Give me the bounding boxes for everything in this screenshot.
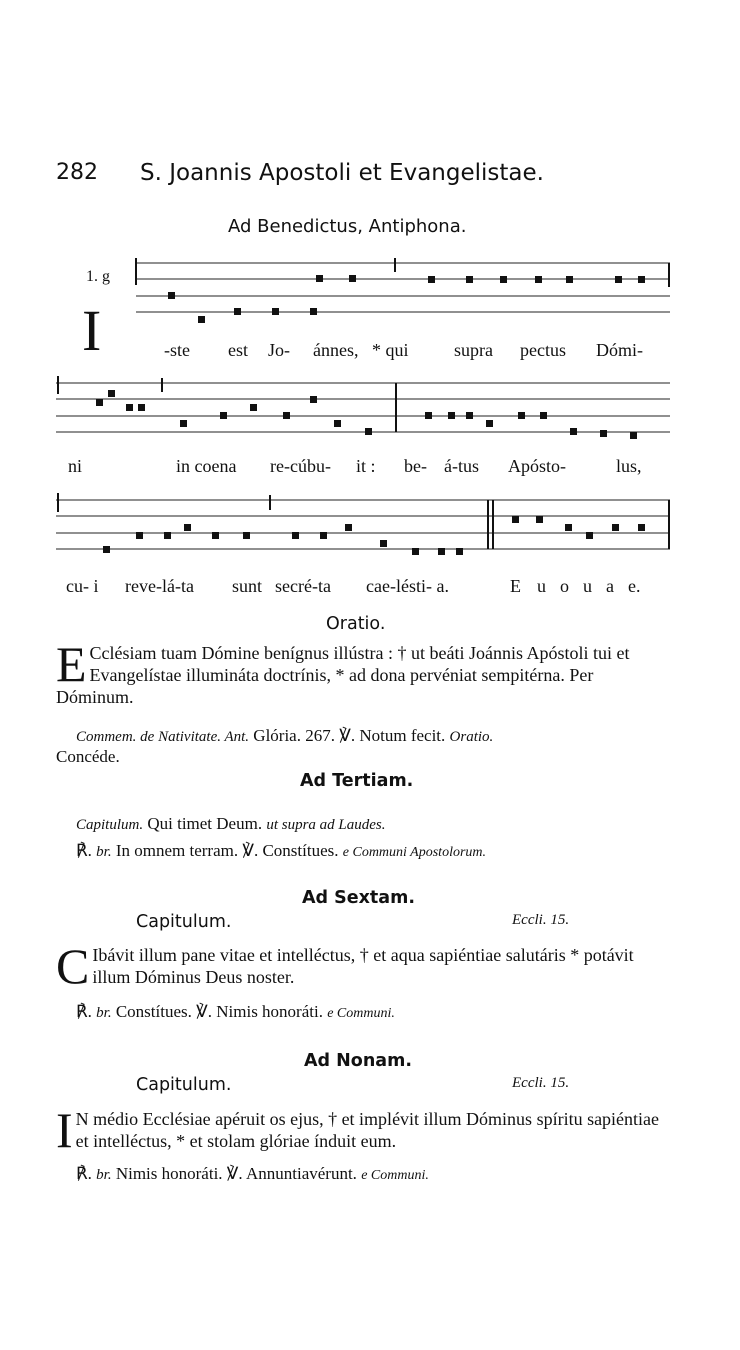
chant-staves [0, 0, 740, 600]
commem-line [76, 726, 493, 746]
lyric-syllable: á-tus [444, 456, 479, 476]
sexta-cap-ref: Eccli. 15. [512, 912, 570, 928]
lyric-syllable: e. [628, 576, 641, 596]
oratio-body: Cclésiam tuam Dómine benígnus illústra : † ut beáti Joánnis Apóstoli tui et Evangelístae illumináta doctrínis, * ad dona pervéniat sempitérna. Per Dóminum. [56, 643, 630, 707]
response-symbol: ℟. [76, 1002, 92, 1021]
commem-oratio-label: Oratio. [449, 729, 494, 745]
tertia-resp-text: In omnem terram. ℣. Constítues. [115, 841, 339, 860]
lyric-syllable: * qui [372, 340, 409, 360]
breve-label: br. [96, 844, 112, 860]
lyric-syllable: lus, [616, 456, 642, 476]
lyric-syllable: Dómi- [596, 340, 643, 360]
lyric-syllable: re-cúbu- [270, 456, 331, 476]
sexta-resp-text: Constítues. ℣. Nimis honoráti. [115, 1002, 323, 1021]
response-symbol: ℟. [76, 841, 92, 860]
tertia-capitulum [76, 814, 386, 834]
lyric-syllable: reve-lá-ta [125, 576, 194, 596]
oratio-text [56, 636, 672, 708]
sexta-cap-label: Capitulum. [136, 912, 232, 932]
breve-label: br. [96, 1167, 112, 1183]
tertia-cap-label: Capitulum. [76, 817, 144, 833]
nona-heading: Ad Nonam. [304, 1051, 412, 1071]
lyric-syllable: sunt [232, 576, 263, 596]
tertia-heading: Ad Tertiam. [300, 771, 414, 791]
nona-text [56, 1102, 672, 1158]
lyric-syllable: in coena [176, 456, 237, 476]
lyric-syllable: E [510, 576, 521, 596]
lyric-syllable: o [560, 576, 569, 596]
tertia-cap-text: Qui timet Deum. [147, 814, 263, 833]
lyric-syllable: cae-lésti- a. [366, 576, 449, 596]
sexta-resp-ref: e Communi. [327, 1006, 395, 1021]
commem-label: Commem. de Nativitate. Ant. [76, 729, 250, 745]
nona-cap-ref: Eccli. 15. [512, 1075, 570, 1091]
antiphon-initial: I [82, 298, 102, 363]
response-symbol: ℟. [76, 1164, 92, 1183]
lyric-syllable: a [606, 576, 614, 596]
tertia-responsory [76, 841, 486, 861]
lyric-syllable: it : [356, 456, 376, 476]
lyric-syllable: Jo- [268, 340, 290, 360]
antiphon-heading: Ad Benedictus, Antiphona. [228, 216, 467, 237]
lyric-syllable: Apósto- [508, 456, 566, 476]
lyric-syllable: u [583, 576, 592, 596]
commem-text: Glória. 267. ℣. Notum fecit. [253, 726, 446, 745]
sexta-heading: Ad Sextam. [302, 888, 415, 908]
lyric-syllable: u [537, 576, 546, 596]
tertia-resp-ref: e Communi Apostolorum. [342, 845, 487, 860]
nona-resp-ref: e Communi. [361, 1168, 429, 1183]
lyric-syllable: ni [68, 456, 83, 476]
breve-label: br. [96, 1005, 112, 1021]
nona-cap-label: Capitulum. [136, 1075, 232, 1095]
nona-resp-text: Nimis honoráti. ℣. Annuntiavérunt. [115, 1164, 357, 1183]
lyric-syllable: pectus [520, 340, 566, 360]
sexta-initial: C [56, 938, 90, 994]
lyric-syllable: est [228, 340, 248, 360]
running-head: S. Joannis Apostoli et Evangelistae. [140, 160, 544, 186]
page-number: 282 [56, 160, 98, 185]
nona-body: N médio Ecclésiae apéruit os ejus, † et implévit illum Dóminus spíritu sapiéntiae et intelléctus, * et stolam glóriae índuit eum. [75, 1109, 660, 1151]
lyric-syllable: -ste [164, 340, 190, 360]
nona-initial: I [56, 1102, 73, 1158]
oratio-heading: Oratio. [326, 614, 386, 634]
sexta-text [56, 938, 672, 994]
tertia-cap-ref: ut supra ad Laudes. [266, 817, 386, 833]
lyric-syllable: be- [404, 456, 427, 476]
lyric-syllable: ánnes, [313, 340, 359, 360]
lyric-syllable: secré-ta [275, 576, 331, 596]
oratio-initial: E [56, 636, 87, 692]
lyric-syllable: supra [454, 340, 493, 360]
sexta-responsory [76, 1002, 395, 1022]
commem-text2: Concéde. [56, 747, 120, 766]
nona-responsory [76, 1164, 429, 1184]
sexta-body: Ibávit illum pane vitae et intelléctus, † et aqua sapiéntiae salutáris * potávit illum Dóminus Deus noster. [92, 945, 634, 987]
lyric-syllable: cu- i [66, 576, 99, 596]
mode-label: 1. g [86, 268, 110, 285]
